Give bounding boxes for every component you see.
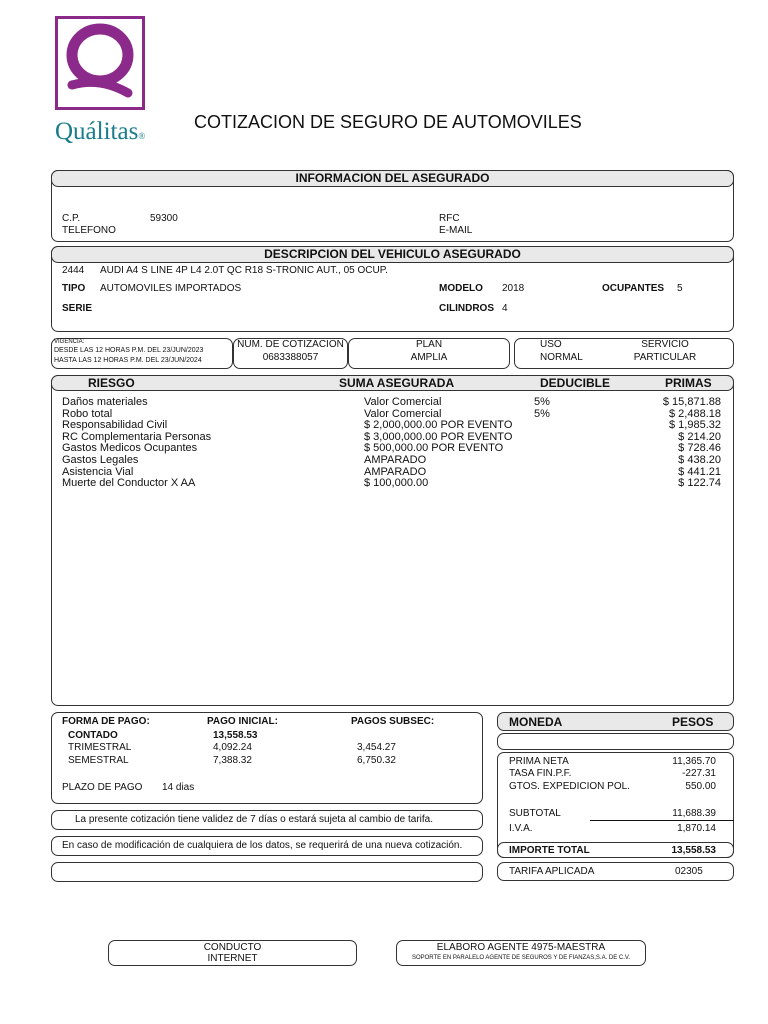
forma-pago-label: FORMA DE PAGO: [62, 716, 150, 727]
riesgo-cell: Muerte del Conductor X AA [62, 477, 196, 490]
semestral-subsec: 6,750.32 [357, 755, 396, 766]
moneda-value: PESOS [672, 715, 714, 729]
vehiculo-clave: 2444 [62, 265, 85, 276]
riesgo-cell: Gastos Medicos Ocupantes [62, 442, 198, 455]
prima-cell: $ 2,488.18 [669, 407, 721, 420]
riesgo-header: RIESGO [88, 376, 135, 390]
servicio-label: SERVICIO [641, 339, 689, 350]
trimestral-inicial: 4,092.24 [213, 742, 252, 753]
prima-cell: $ 438.20 [678, 454, 721, 466]
rfc-label: RFC [439, 213, 460, 224]
semestral-label: SEMESTRAL [68, 755, 129, 766]
prima-cell: $ 122.74 [678, 477, 721, 490]
pago-inicial-label: PAGO INICIAL: [207, 716, 278, 727]
email-label: E-MAIL [439, 225, 473, 236]
soporte-text: SOPORTE EN PARALELO AGENTE DE SEGUROS Y DE FIANZAS,S.A. DE C.V. [411, 955, 631, 961]
plan-value: AMPLIA [410, 352, 448, 363]
cp-value: 59300 [150, 213, 178, 224]
contado-label: CONTADO [68, 730, 118, 741]
prima-cell: $ 1,985.32 [669, 419, 721, 432]
suma-cell: $ 3,000,000.00 POR EVENTO [364, 430, 513, 443]
semestral-inicial: 7,388.32 [213, 755, 252, 766]
suma-cell: AMPARADO [364, 465, 427, 478]
prima-neta-label: PRIMA NETA [509, 756, 569, 767]
vigencia-label: VIGENCIA: [54, 339, 85, 345]
riesgo-cell: Asistencia Vial [62, 465, 134, 478]
deducible-header: DEDUCIBLE [540, 376, 611, 390]
prima-cell: $ 441.21 [678, 465, 721, 478]
tipo-value: AUTOMOVILES IMPORTADOS [100, 283, 242, 294]
vehiculo-descripcion: AUDI A4 S LINE 4P L4 2.0T QC R18 S-TRONIC AUT., 05 OCUP. [100, 265, 388, 276]
cilindros-label: CILINDROS [439, 303, 494, 314]
ocupantes-label: OCUPANTES [602, 283, 665, 294]
primas-header: PRIMAS [665, 376, 712, 390]
plazo-pago-value: 14 dias [162, 782, 195, 793]
riesgo-cell: RC Complementaria Personas [62, 430, 212, 443]
riesgo-cell: Responsabilidad Civil [62, 419, 168, 432]
prima-cell: $ 15,871.88 [662, 396, 721, 408]
empty-notice-box [51, 862, 483, 882]
num-cotizacion-value: 0683388057 [262, 352, 319, 363]
page-title: COTIZACION DE SEGURO DE AUTOMOVILES [194, 112, 582, 132]
serie-label: SERIE [62, 303, 93, 314]
uso-label: USO [540, 339, 562, 350]
elaboro-text: ELABORO AGENTE 4975-MAESTRA [436, 942, 606, 953]
pagos-subsec-label: PAGOS SUBSEC: [351, 716, 435, 727]
plazo-pago-label: PLAZO DE PAGO [62, 782, 143, 793]
iva-label: I.V.A. [509, 823, 533, 834]
deducible-cell: 5% [534, 396, 550, 408]
gtos-expedicion-label: GTOS. EXPEDICION POL. [509, 781, 630, 792]
gtos-expedicion-value: 550.00 [685, 781, 716, 792]
prima-cell: $ 728.46 [678, 442, 721, 455]
suma-cell: Valor Comercial [364, 407, 442, 420]
tasa-value: -227.31 [682, 768, 716, 779]
prima-cell: $ 214.20 [678, 430, 721, 443]
cp-label: C.P. [62, 213, 81, 224]
asegurado-header: INFORMACION DEL ASEGURADO [51, 170, 734, 187]
modificacion-text: En caso de modificación de cualquiera de los datos, se requerirá de una nueva cotización. [62, 840, 463, 851]
uso-value: NORMAL [540, 352, 583, 363]
modelo-label: MODELO [439, 283, 483, 294]
contado-inicial: 13,558.53 [213, 730, 258, 741]
cilindros-value: 4 [502, 303, 508, 314]
suma-cell: AMPARADO [364, 454, 427, 466]
brand-registered-mark: ® [138, 131, 146, 141]
servicio-value: PARTICULAR [633, 352, 697, 363]
deducible-cell: 5% [534, 407, 550, 420]
trimestral-label: TRIMESTRAL [68, 742, 132, 753]
suma-cell: $ 100,000.00 [364, 477, 429, 490]
ocupantes-value: 5 [677, 283, 683, 294]
importe-total-value: 13,558.53 [671, 845, 716, 856]
vigencia-hasta: HASTA LAS 12 HORAS P.M. DEL 23/JUN/2024 [54, 357, 202, 364]
importe-total-label: IMPORTE TOTAL [509, 845, 590, 856]
tasa-label: TASA FIN.P.F. [509, 768, 572, 779]
q-logo-icon [58, 19, 142, 107]
subtotal-value: 11,688.39 [672, 808, 716, 819]
tarifa-value: 02305 [675, 866, 703, 877]
vehiculo-header: DESCRIPCION DEL VEHICULO ASEGURADO [51, 246, 734, 263]
tipo-label: TIPO [62, 283, 86, 294]
suma-cell: $ 500,000.00 POR EVENTO [364, 442, 504, 455]
trimestral-subsec: 3,454.27 [357, 742, 396, 753]
riesgo-cell: Daños materiales [62, 396, 148, 408]
moneda-blank-box [497, 733, 734, 750]
iva-value: 1,870.14 [677, 823, 716, 834]
moneda-label: MONEDA [509, 715, 563, 729]
validez-text: La presente cotización tiene validez de 7 días o estará sujeta al cambio de tarifa. [75, 814, 433, 825]
riesgo-cell: Robo total [62, 407, 113, 420]
num-cotizacion-label: NUM. DE COTIZACION [237, 339, 344, 350]
tarifa-label: TARIFA APLICADA [509, 866, 595, 877]
riesgo-cell: Gastos Legales [62, 454, 139, 466]
subtotal-label: SUBTOTAL [509, 808, 561, 819]
suma-cell: Valor Comercial [364, 396, 442, 408]
brand-wordmark [55, 118, 145, 146]
prima-neta-value: 11,365.70 [672, 756, 716, 767]
suma-cell: $ 2,000,000.00 POR EVENTO [364, 419, 513, 432]
subtotal-divider [590, 820, 734, 821]
telefono-label: TELEFONO [62, 225, 116, 236]
conducto-value: INTERNET [207, 953, 258, 964]
vigencia-desde: DESDE LAS 12 HORAS P.M. DEL 23/JUN/2023 [54, 347, 204, 354]
plan-label: PLAN [415, 339, 443, 350]
modelo-value: 2018 [502, 283, 525, 294]
conducto-label: CONDUCTO [203, 942, 262, 953]
qualitas-logo [55, 16, 145, 110]
suma-header: SUMA ASEGURADA [339, 376, 455, 390]
brand-name: Quálitas [55, 118, 139, 145]
